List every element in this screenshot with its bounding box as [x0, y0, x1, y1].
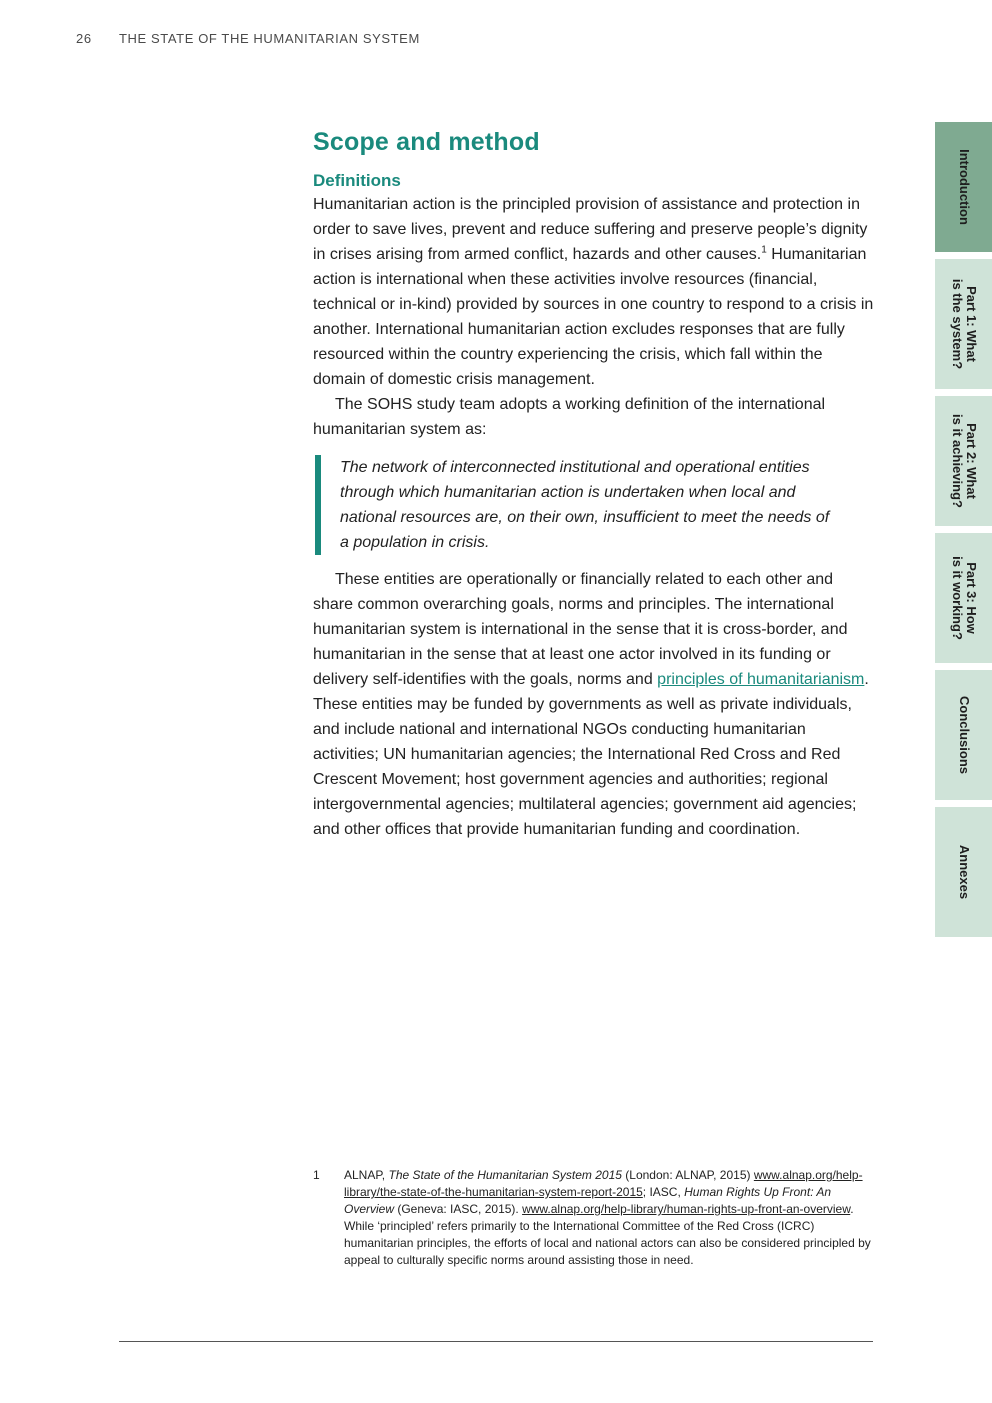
paragraph-definition: Humanitarian action is the principled provision of assistance and protection in order to save lives, prevent and reduce suffering and preserve people’s dignity in crises arising from armed conflict, hazards and other causes.$^1$ Humanitarian action is international when these activities involve resources (financial, technical or in-kind) provided by sources in one country to respond to a crisis in another. International humanitarian action excludes responses that are fully resourced within the country experiencing the crisis, which fall within the domain of domestic crisis management.	[313, 196, 874, 388]
section-title: Scope and method	[313, 128, 540, 156]
main-content	[313, 125, 875, 842]
page-number: 26	[76, 31, 92, 46]
footnote-link-human-rights[interactable]: www.alnap.org/help-library/human-rights-up-front-an-overview	[522, 1202, 851, 1216]
footer-divider	[119, 1341, 873, 1342]
tab-introduction[interactable]	[935, 122, 992, 252]
publication-title: THE STATE OF THE HUMANITARIAN SYSTEM	[119, 31, 420, 46]
tab-label: Conclusions	[956, 695, 972, 775]
tab-label: is it working?	[949, 556, 965, 640]
footnote-reference[interactable]: 1	[761, 244, 767, 256]
tab-conclusions[interactable]	[935, 670, 992, 800]
tab-part-2[interactable]	[935, 396, 992, 526]
tab-label: Introduction	[956, 149, 972, 225]
tab-part-3[interactable]	[935, 533, 992, 663]
footnote	[313, 1167, 873, 1269]
definition-quote: The network of interconnected institutional and operational entities through which humanitarian action is undertaken when local and national resources are, on their own, insufficient to meet the needs of a population in crisis.	[315, 455, 840, 555]
tab-label: Annexes	[956, 844, 972, 900]
footnote-number: 1	[313, 1168, 320, 1182]
tab-part-1[interactable]	[935, 259, 992, 389]
tab-annexes[interactable]	[935, 807, 992, 937]
tab-label: is it achieving?	[949, 414, 965, 508]
running-header	[76, 31, 420, 46]
principles-link[interactable]: principles of humanitarianism	[657, 671, 865, 688]
footnote-body: ALNAP, The State of the Humanitarian System 2015 (London: ALNAP, 2015) www.alnap.org/help-library/the-state-of-the-humanitarian-system-report-2015; IASC, Human Rights Up Front: An Overview (Geneva: IASC, 2015). www.alnap.org/help-library/human-rights-up-front-an-overview. While ‘principled’ refers primarily to the International Committee of the Red Cross (ICRC) humanitarian principles, the efforts of local and national actors can also be considered principled by appeal to culturally specific norms around assisting those in need.	[344, 1168, 871, 1267]
chapter-tabs	[935, 122, 992, 944]
subsection-title: Definitions	[313, 171, 401, 190]
paragraph-entities: These entities are operationally or financially related to each other and share common overarching goals, norms and principles. The international humanitarian system is international in the sense that it is cross-border, and humanitarian in the sense that at least one actor involved in its funding or delivery self-identifies with the goals, norms and principles of humanitarianism. These entities may be funded by governments as well as private individuals, and include national and international NGOs conducting humanitarian activities; UN humanitarian agencies; the International Red Cross and Red Crescent Movement; host government agencies and authorities; regional intergovernmental agencies; multilateral agencies; government aid agencies; and other offices that provide humanitarian funding and coordination.	[313, 571, 869, 838]
footnote-link-sohs-report[interactable]: www.alnap.org/help-library/the-state-of-the-humanitarian-system-report-2015	[344, 1168, 863, 1199]
tab-label: Part 2: What	[963, 423, 979, 499]
tab-label: Part 3: How	[963, 562, 979, 634]
tab-label: Part 1: What	[963, 286, 979, 362]
tab-label: is the system?	[949, 278, 965, 370]
paragraph-working-definition: The SOHS study team adopts a working definition of the international humanitarian system as:	[313, 396, 826, 438]
body-text	[313, 192, 875, 842]
